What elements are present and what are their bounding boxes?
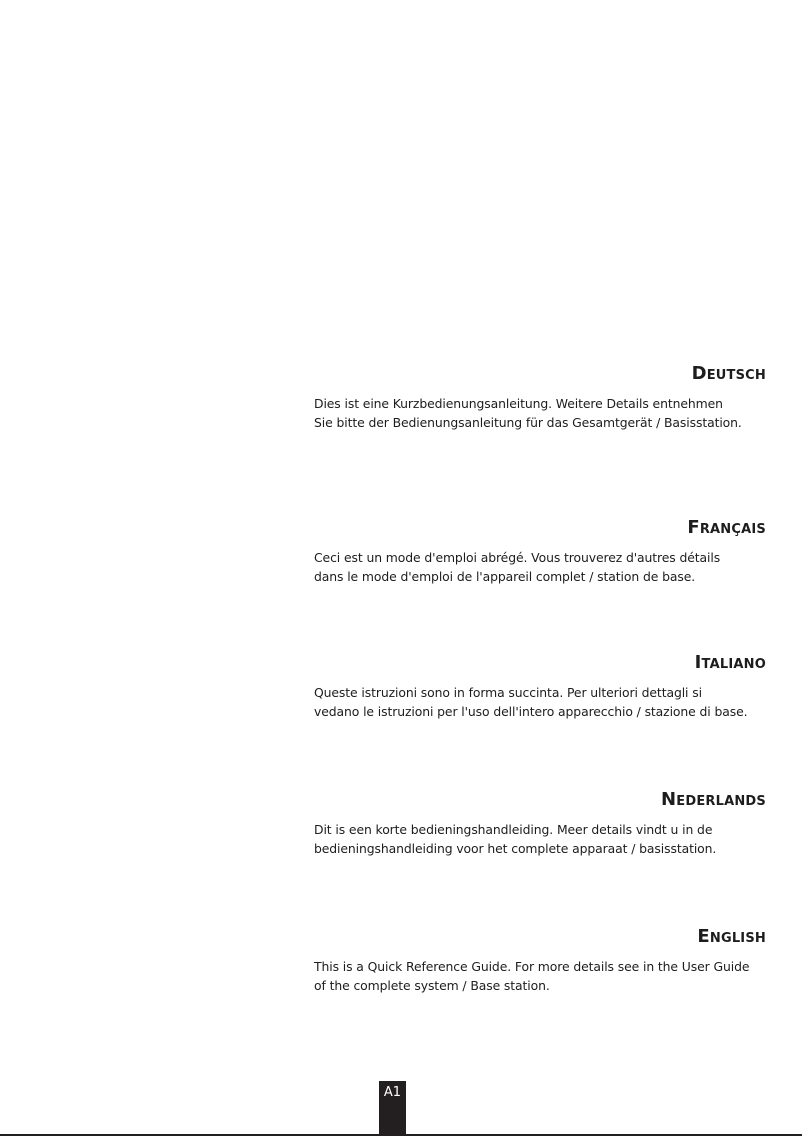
section-body <box>314 548 766 586</box>
section-italiano <box>314 651 766 721</box>
body-line: Dies ist eine Kurzbedienungsanleitung. Weitere Details entnehmen <box>314 396 723 411</box>
body-line: of the complete system / Base station. <box>314 978 550 993</box>
section-body <box>314 820 766 858</box>
section-deutsch <box>314 362 766 432</box>
section-body <box>314 394 766 432</box>
section-heading: Français <box>687 517 766 538</box>
section-nederlands <box>314 788 766 858</box>
section-english <box>314 925 766 995</box>
body-line: Dit is een korte bedieningshandleiding. Meer details vindt u in de <box>314 822 713 837</box>
body-line: Queste istruzioni sono in forma succinta. Per ulteriori dettagli si <box>314 685 702 700</box>
section-heading: English <box>697 926 766 947</box>
section-body <box>314 683 766 721</box>
body-line: bedieningshandleiding voor het complete apparaat / basisstation. <box>314 841 717 856</box>
body-line: vedano le istruzioni per l'uso dell'intero apparecchio / stazione di base. <box>314 704 748 719</box>
body-line: dans le mode d'emploi de l'appareil complet / station de base. <box>314 569 696 584</box>
body-line: This is a Quick Reference Guide. For more details see in the User Guide <box>314 959 750 974</box>
section-francais <box>314 516 766 586</box>
section-body <box>314 957 766 995</box>
body-line: Ceci est un mode d'emploi abrégé. Vous trouverez d'autres détails <box>314 550 721 565</box>
body-line: Sie bitte der Bedienungsanleitung für das Gesamtgerät / Basisstation. <box>314 415 742 430</box>
section-heading: Italiano <box>694 652 766 673</box>
section-heading: Deutsch <box>691 363 766 384</box>
page-tab: A1 <box>379 1081 406 1136</box>
section-heading: Nederlands <box>660 789 766 810</box>
